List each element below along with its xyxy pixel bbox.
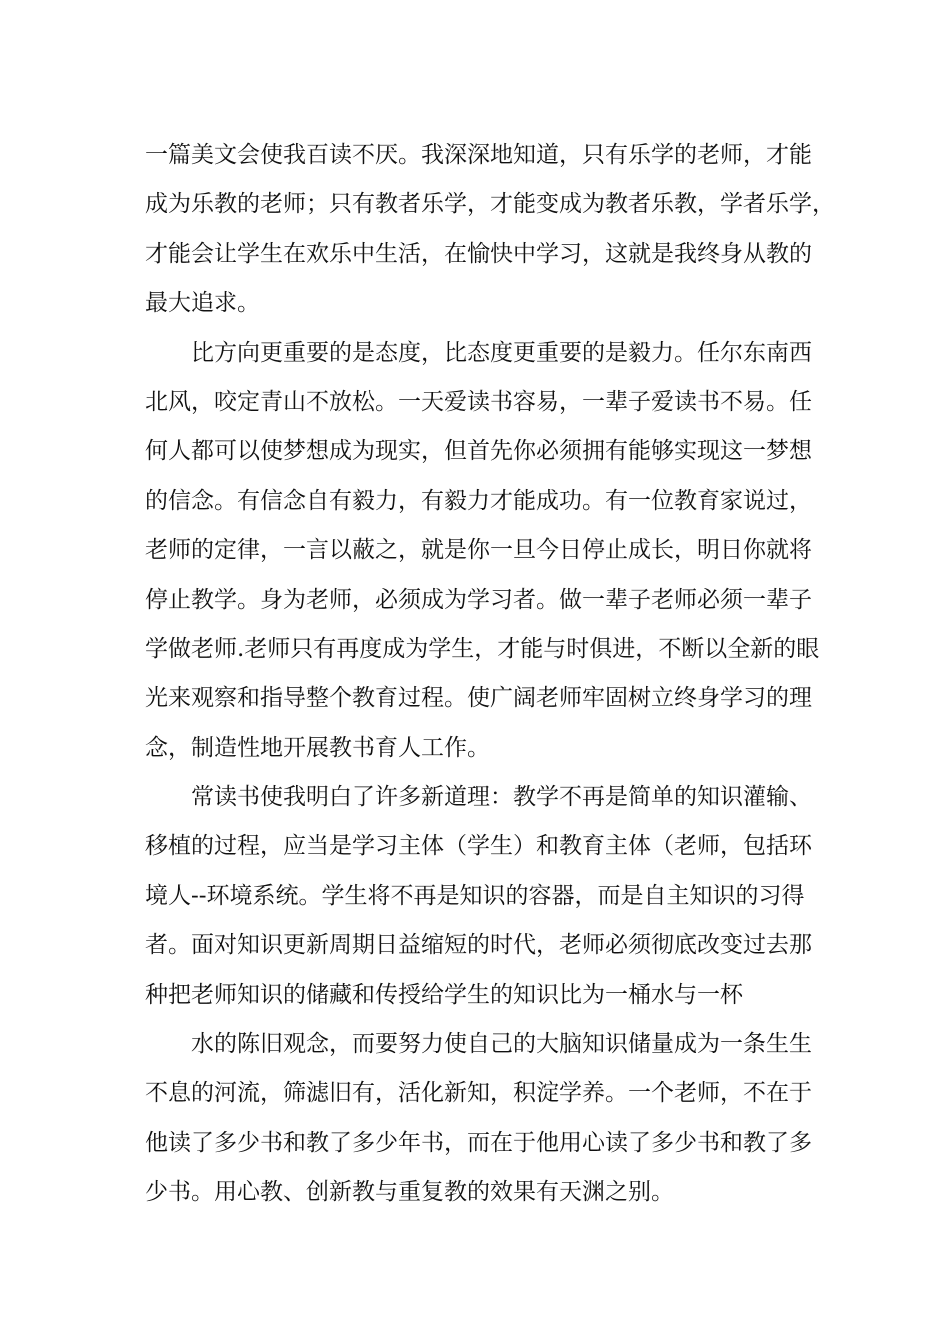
text-line: 才能会让学生在欢乐中生活，在愉快中学习，这就是我终身从教的	[145, 240, 812, 267]
text-line: 学做老师.老师只有再度成为学生，才能与时俱进，不断以全新的眼	[145, 635, 820, 662]
text-line: 老师的定律，一言以蔽之，就是你一旦今日停止成长，明日你就将	[145, 537, 812, 564]
text-line: 何人都可以使梦想成为现实，但首先你必须拥有能够实现这一梦想	[145, 438, 812, 465]
text-line: 一篇美文会使我百读不厌。我深深地知道，只有乐学的老师，才能	[145, 142, 812, 168]
text-line: 的信念。有信念自有毅力，有毅力才能成功。有一位教育家说过，	[145, 487, 812, 514]
text-line: 者。面对知识更新周期日益缩短的时代，老师必须彻底改变过去那	[145, 932, 812, 959]
text-line: 成为乐教的老师；只有教者乐学，才能变成为教者乐教，学者乐学，	[145, 191, 835, 218]
text-line: 移植的过程，应当是学习主体（学生）和教育主体（老师，包括环	[145, 833, 812, 860]
text-line: 水的陈旧观念，而要努力使自己的大脑知识储量成为一条生生	[191, 1031, 812, 1058]
text-line: 境人--环境系统。学生将不再是知识的容器，而是自主知识的习得	[145, 882, 805, 909]
text-line: 停止教学。身为老师，必须成为学习者。做一辈子老师必须一辈子	[145, 586, 812, 613]
text-line: 他读了多少书和教了多少年书，而在于他用心读了多少书和教了多	[145, 1129, 812, 1156]
text-line: 比方向更重要的是态度，比态度更重要的是毅力。任尔东南西	[191, 339, 812, 366]
text-line: 种把老师知识的储藏和传授给学生的知识比为一桶水与一杯	[145, 981, 743, 1008]
text-line: 最大追求。	[145, 290, 260, 317]
text-line: 光来观察和指导整个教育过程。使广阔老师牢固树立终身学习的理	[145, 685, 812, 712]
text-line: 不息的河流，筛滤旧有，活化新知，积淀学养。一个老师，不在于	[145, 1080, 812, 1107]
text-line: 念，制造性地开展教书育人工作。	[145, 734, 490, 761]
text-line: 少书。用心教、创新教与重复教的效果有天渊之别。	[145, 1179, 674, 1206]
text-line: 常读书使我明白了许多新道理：教学不再是简单的知识灌输、	[191, 784, 812, 811]
text-line: 北风，咬定青山不放松。一天爱读书容易，一辈子爱读书不易。任	[145, 388, 812, 415]
body-text	[145, 131, 835, 1218]
